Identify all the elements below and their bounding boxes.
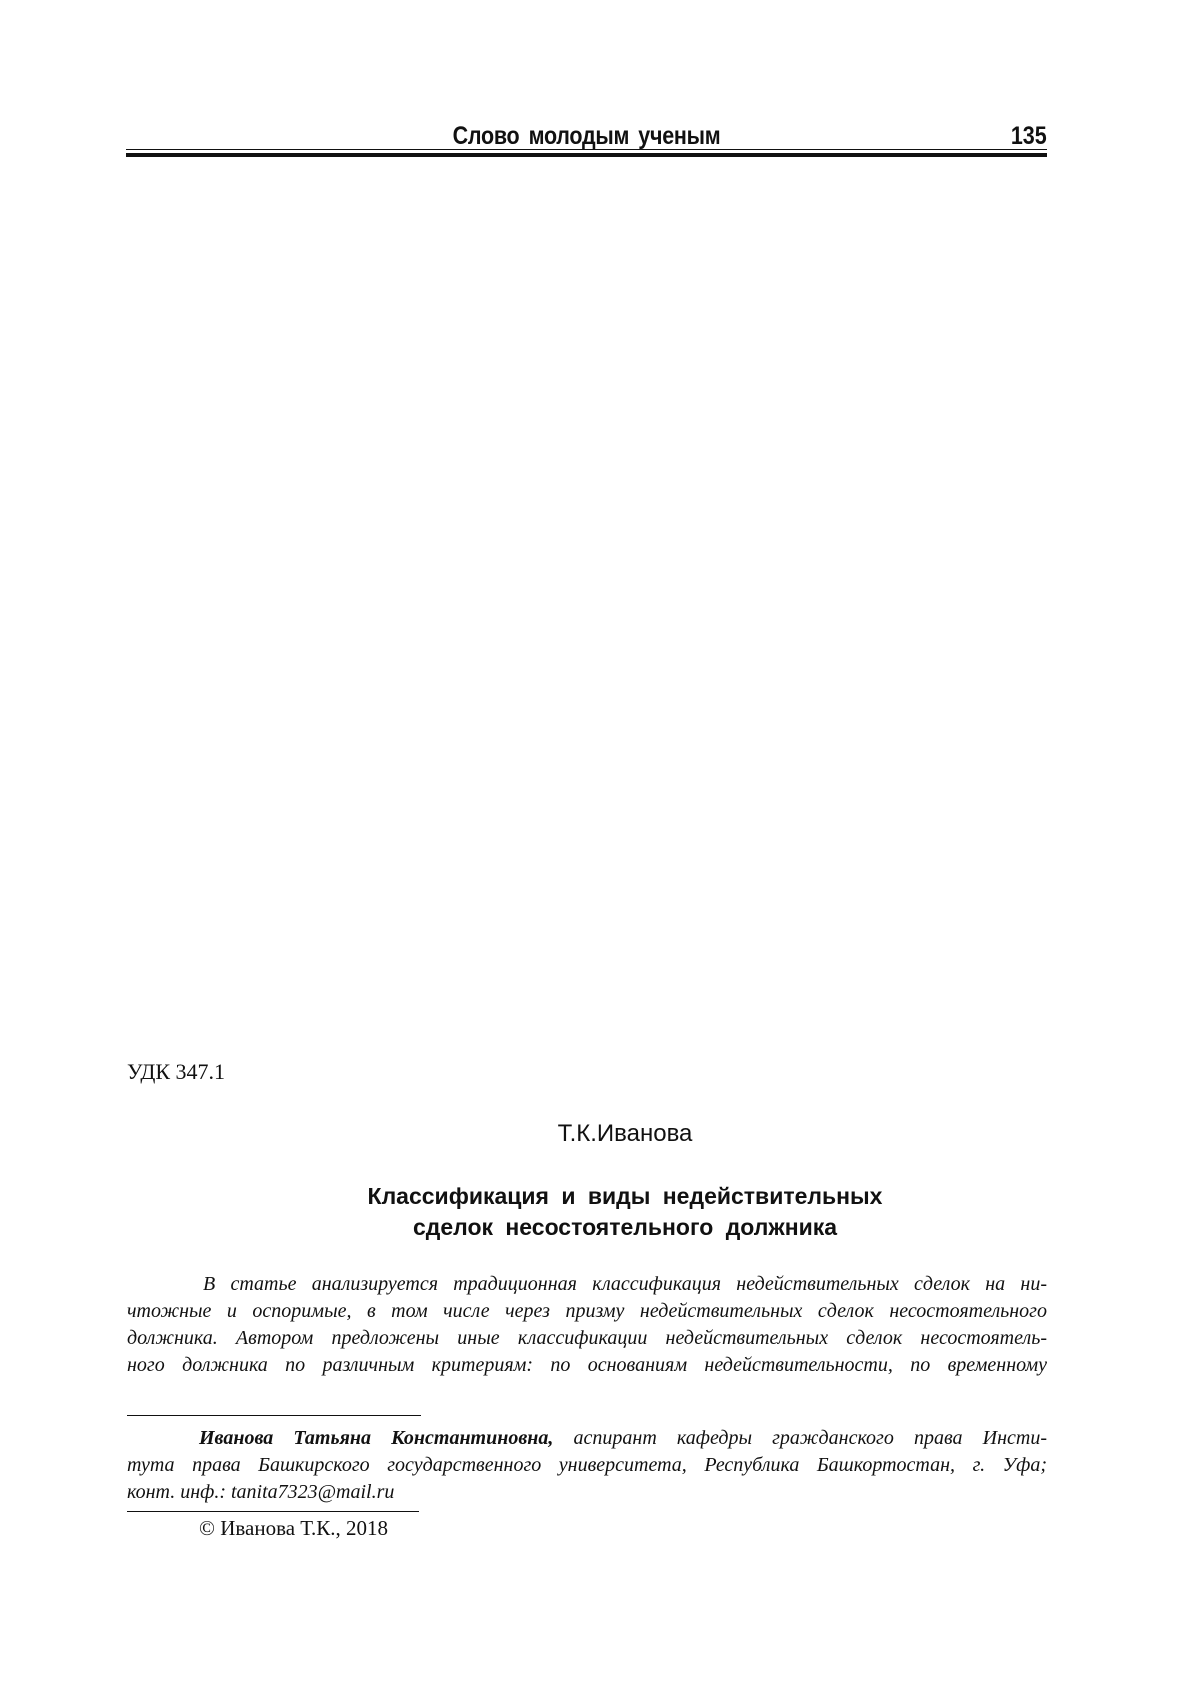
running-header-title: Слово молодым ученым	[452, 122, 721, 150]
abstract-line-3: должника. Автором предложены иные классификации недействительных сделок несостоятель-	[127, 1327, 1047, 1349]
article-title-line-2: сделок несостоятельного должника	[412, 1214, 838, 1240]
footnote-author-name: Иванова Татьяна Константиновна,	[199, 1427, 554, 1449]
article-author: Т.К.Иванова	[557, 1120, 693, 1147]
article-abstract	[127, 1271, 1047, 1379]
footnote-line-2: тута права Башкирского государственного университета, Республика Башкортостан, г. Уфа;	[127, 1454, 1047, 1476]
article-title	[0, 1181, 1200, 1243]
header-rule-thin	[126, 149, 1047, 150]
footnote-line-3: конт. инф.: tanita7323@mail.ru	[127, 1481, 395, 1503]
author-footnote	[127, 1425, 1047, 1506]
copyright-separator	[127, 1511, 419, 1512]
article-title-line-1: Классификация и виды недействительных	[367, 1183, 883, 1209]
footnote-affiliation-start: аспирант кафедры гражданского права Инсти-	[553, 1427, 1047, 1449]
header-rule-thick	[126, 153, 1047, 157]
footnote-line-1	[127, 1425, 1047, 1452]
abstract-line-4: ного должника по различным критериям: по основаниям недействительности, по временному	[127, 1354, 1047, 1376]
running-header	[126, 118, 1047, 156]
abstract-line-1: В статье анализируется традиционная классификация недействительных сделок на ни-	[203, 1273, 1047, 1295]
udc-code: УДК 347.1	[127, 1059, 226, 1084]
abstract-line-2: чтожные и оспоримые, в том числе через призму недействительных сделок несостоятельного	[127, 1300, 1047, 1322]
footnote-separator	[127, 1415, 421, 1416]
page-number: 135	[1011, 122, 1047, 150]
copyright-notice: © Иванова Т.К., 2018	[199, 1516, 389, 1540]
